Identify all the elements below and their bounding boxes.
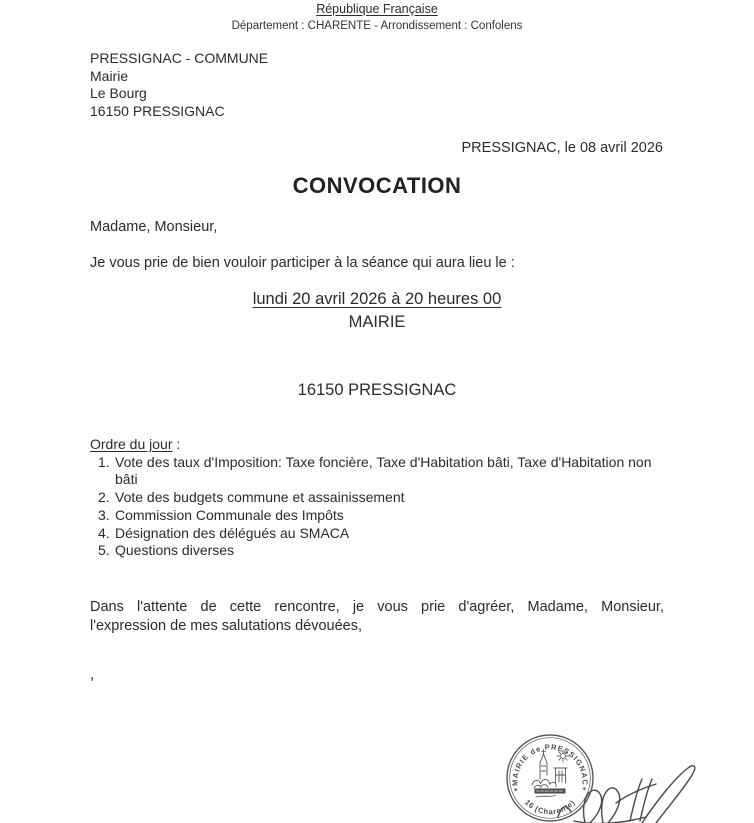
salutation: Madame, Monsieur, — [90, 219, 218, 235]
seal-top-text-curved: MAIRIE de PRESSIGNAC — [510, 742, 590, 786]
stray-comma-mark: , — [90, 666, 95, 683]
sender-street: Le Bourg — [90, 85, 147, 101]
agenda-item — [90, 525, 664, 543]
agenda-item-text: Vote des taux d'Imposition: Taxe foncière, Taxe d'Habitation bâti, Taxe d'Habitation non bâti — [115, 453, 652, 488]
sender-postal-city: 16150 PRESSIGNAC — [90, 102, 225, 119]
seal-star-left-icon: ✶ — [513, 787, 519, 794]
agenda-item-number: 3. — [98, 506, 110, 523]
agenda-section — [90, 436, 664, 560]
agenda-item-text: Questions diverses — [115, 542, 235, 559]
place-date-line: PRESSIGNAC, le 08 avril 2026 — [461, 140, 663, 156]
agenda-item — [90, 489, 664, 507]
agenda-item-number: 5. — [98, 542, 110, 559]
agenda-heading-text: Ordre du jour — [90, 436, 173, 452]
agenda-item-number: 4. — [98, 524, 110, 541]
agenda-item — [90, 454, 664, 489]
meeting-venue: MAIRIE — [348, 313, 406, 331]
agenda-heading — [90, 436, 664, 454]
seal-star-right-icon: ✶ — [581, 786, 587, 793]
document-header — [0, 2, 754, 32]
meeting-city: 16150 PRESSIGNAC — [297, 381, 457, 399]
intro-sentence: Je vous prie de bien vouloir participer à la séance qui aura lieu le : — [90, 255, 515, 271]
sender-mairie: Mairie — [90, 67, 129, 84]
agenda-item-text: Commission Communale des Impôts — [115, 506, 344, 523]
agenda-item-number: 2. — [98, 489, 110, 506]
document-title: CONVOCATION — [292, 173, 462, 198]
closing-line-1: Dans l'attente de cette rencontre, je vous prie d'agréer, Madame, Monsieur, — [90, 599, 664, 615]
republic-line: République Française — [316, 2, 438, 16]
agenda-item-text: Vote des budgets commune et assainissement — [115, 489, 405, 506]
sender-address-block — [90, 50, 268, 120]
agenda-item-number: 1. — [98, 453, 110, 470]
sender-commune: PRESSIGNAC - COMMUNE — [90, 50, 269, 66]
agenda-item-text: Désignation des délégués au SMACA — [115, 524, 350, 541]
meeting-datetime: lundi 20 avril 2026 à 20 heures 00 — [252, 290, 502, 308]
seal-bottom-text-curved: 16 (Charente) — [522, 797, 578, 817]
agenda-item — [90, 542, 664, 560]
meeting-block — [0, 290, 754, 332]
agenda-item — [90, 507, 664, 525]
closing-paragraph — [90, 598, 664, 635]
signature-scribble — [538, 733, 754, 823]
agenda-heading-colon: : — [172, 436, 181, 452]
department-line: Département : CHARENTE - Arrondissement : Confolens — [231, 20, 523, 32]
closing-line-2: l'expression de mes salutations dévouées, — [90, 617, 362, 634]
